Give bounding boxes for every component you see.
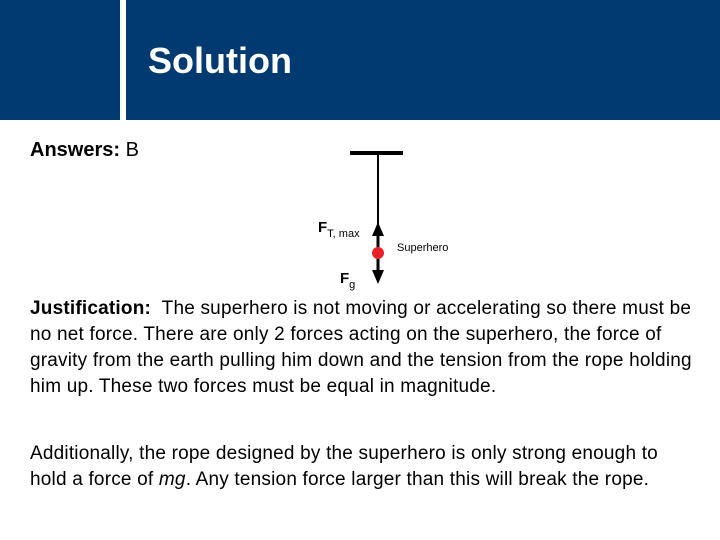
tension-subscript: T, max bbox=[327, 228, 360, 240]
additional-text-after: . Any tension force larger than this will break the rope. bbox=[185, 469, 650, 490]
tension-arrow-head bbox=[372, 222, 384, 236]
header-accent-block bbox=[0, 0, 120, 120]
additional-italic: mg bbox=[158, 469, 186, 490]
gravity-subscript: g bbox=[349, 279, 356, 291]
gravity-arrow-head bbox=[372, 270, 384, 284]
slide-title: Solution bbox=[148, 40, 292, 81]
gravity-force-label: $F_g$ bbox=[340, 270, 356, 291]
justification-label: Justification: bbox=[30, 298, 152, 319]
justification-paragraph bbox=[30, 296, 700, 400]
additional-text-before: Additionally, the rope designed by the superhero is only strong enough to hold a force of bbox=[30, 443, 658, 490]
superhero-label: Superhero bbox=[397, 242, 449, 254]
justification-text: The superhero is not moving or accelerating so there must be no net force. There are only 2 forces acting on the superhero, the force of gravity from the earth pulling him down and the tension from the rope holding him up. These two forces must be equal in magnitude. bbox=[30, 298, 692, 397]
answers-value: B bbox=[125, 139, 139, 161]
superhero-dot bbox=[372, 247, 384, 259]
answers-label: Answers: bbox=[30, 139, 121, 161]
answers-line bbox=[30, 138, 139, 162]
tension-force-label: $F_{T, max}$ bbox=[318, 219, 360, 240]
force-diagram bbox=[300, 140, 500, 290]
additional-paragraph bbox=[30, 441, 700, 493]
